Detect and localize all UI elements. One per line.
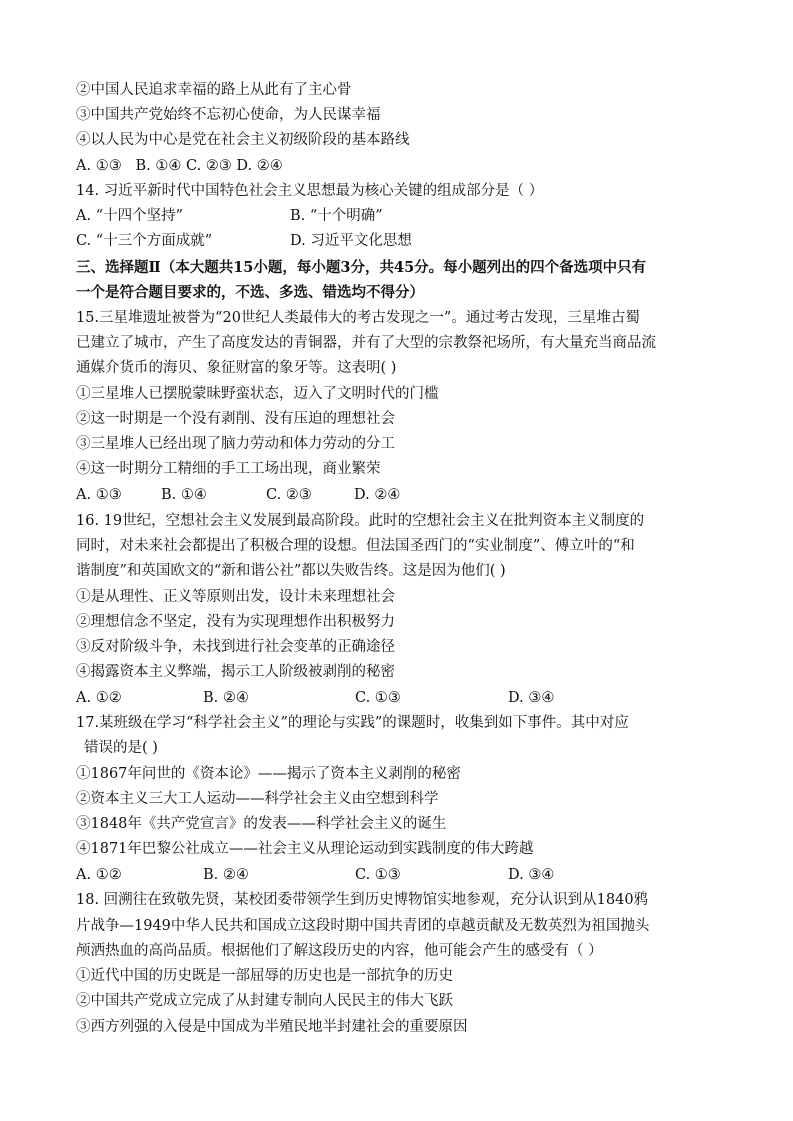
choice-d: D. ③④ [508,690,555,706]
question-15: 已建立了城市，产生了高度发达的青铜器，并有了大型的宗教祭祀场所，有大量充当商品流 [76,335,656,351]
option-line: ②中国共产党成立完成了从封建专制向人民民主的伟大飞跃 [76,993,453,1009]
choice-c: C. ①③ [355,867,401,883]
option-line: ③1848年《共产党宣言》的发表——科学社会主义的诞生 [76,816,447,832]
option-line: ④揭露资本主义弊端，揭示工人阶级被剥削的秘密 [76,664,395,680]
choice-b: B. ②④ [203,690,249,706]
choice-b: B. ②④ [203,867,249,883]
option-line: ③西方列强的入侵是中国成为半殖民地半封建社会的重要原因 [76,1019,468,1035]
answer-choices: A. ①③ B. ①④ C. ②③ D. ②④ [76,158,283,174]
option-line: ①是从理性、正义等原则出发，设计未来理想社会 [76,589,395,605]
option-line: ④以人民为中心是党在社会主义初级阶段的基本路线 [76,132,410,148]
question-16: 16. 19世纪，空想社会主义发展到最高阶段。此时的空想社会主义在批判资本主义制度的 [76,513,645,529]
choice-d: D. ②④ [354,487,401,503]
question-16: 同时，对未来社会都提出了积极合理的设想。但法国圣西门的“实业制度”、傅立叶的“和 [76,538,635,554]
option-line: ②理想信念不坚定，没有为实现理想作出积极努力 [76,614,395,630]
option-line: ④1871年巴黎公社成立——社会主义从理论运动到实践制度的伟大跨越 [76,841,534,857]
question-15: 15.三星堆遗址被誉为“20世纪人类最伟大的考古发现之一”。通过考古发现，三星堆古蜀 [76,310,640,326]
option-line: ③反对阶级斗争，未找到进行社会变革的正确途径 [76,639,395,655]
choice-a: A. ①③ [76,487,122,503]
question-15: 通媒介货币的海贝、象征财富的象牙等。这表明( ) [76,360,397,376]
option-line: ①1867年问世的《资本论》——揭示了资本主义剥削的秘密 [76,766,461,782]
question-17: 17.某班级在学习“科学社会主义”的理论与实践”的课题时，收集到如下事件。其中对应 [76,715,629,731]
choice-b: B. ①④ [161,487,207,503]
option-line: ①近代中国的历史既是一部屈辱的历史也是一部抗争的历史 [76,968,453,984]
option-line: ②中国人民追求幸福的路上从此有了主心骨 [76,82,352,98]
option-line: ②资本主义三大工人运动——科学社会主义由空想到科学 [76,791,439,807]
question-18: 颅洒热血的高尚品质。根据他们了解这段历史的内容，他可能会产生的感受有（ ） [76,943,603,959]
choice-c: C. ②③ [266,487,312,503]
choice-a: A. ①② [76,867,122,883]
choice-d: D. 习近平文化思想 [290,233,412,249]
question-16: 谐制度”和英国欧文的“新和谐公社”都以失败告终。这是因为他们( ) [76,563,506,579]
question-14: 14. 习近平新时代中国特色社会主义思想最为核心关键的组成部分是（ ） [76,183,544,199]
question-17: 错误的是( ) [84,740,158,756]
section-heading: 一个是符合题目要求的，不选、多选、错选均不得分） [76,284,424,301]
choice-d: D. ③④ [508,867,555,883]
option-line: ③三星堆人已经出现了脑力劳动和体力劳动的分工 [76,436,395,452]
option-line: ④这一时期分工精细的手工工场出现，商业繁荣 [76,461,381,477]
choice-c: C. “十三个方面成就” [76,233,213,249]
option-line: ③中国共产党始终不忘初心使命，为人民谋幸福 [76,107,381,123]
choice-a: A. ①② [76,690,122,706]
choice-c: C. ①③ [355,690,401,706]
question-18: 片战争—1949中华人民共和国成立这段时期中国共青团的卓越贡献及无数英烈为祖国抛头 [76,918,650,934]
section-heading: 三、选择题Ⅱ（本大题共15小题，每小题3分，共45分。每小题列出的四个备选项中只有 [76,259,647,276]
option-line: ②这一时期是一个没有剥削、没有压迫的理想社会 [76,411,395,427]
option-line: ①三星堆人已摆脱蒙昧野蛮状态，迈入了文明时代的门槛 [76,386,439,402]
choice-a: A. “十四个坚持” [76,208,184,224]
question-18: 18. 回溯往在致敬先贤，某校团委带领学生到历史博物馆实地参观，充分认识到从1840鸦 [76,892,649,908]
choice-b: B. “十个明确” [290,208,383,224]
